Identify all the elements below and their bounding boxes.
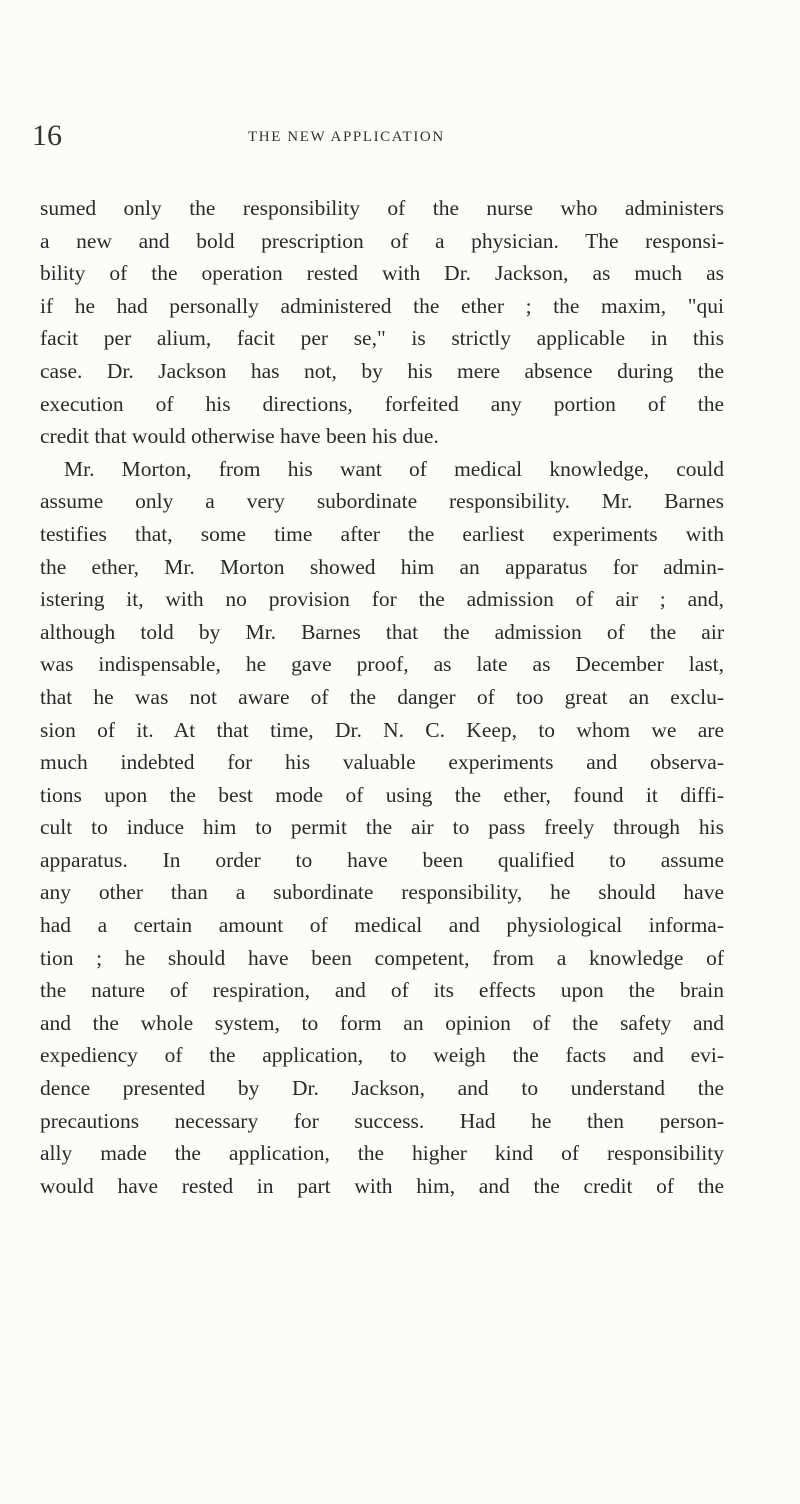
text-line: cult to induce him to permit the air to pass freely through his [40,815,724,840]
text-line: assume only a very subordinate responsibility. Mr. Barnes [40,489,724,514]
text-line: tions upon the best mode of using the ether, found it diffi- [40,782,724,807]
text-line: had a certain amount of medical and physiological informa- [40,913,724,938]
text-line: the ether, Mr. Morton showed him an apparatus for admin- [40,554,724,579]
text-line: would have rested in part with him, and the credit of the [40,1173,724,1198]
text-line: much indebted for his valuable experiments and observa- [40,750,724,775]
text-line: testifies that, some time after the earliest experiments with [40,521,724,546]
text-line: tion ; he should have been competent, from a knowledge of [40,945,724,970]
page-number: 16 [32,119,62,152]
text-line: although told by Mr. Barnes that the admission of the air [40,619,724,644]
text-line: ally made the application, the higher kind of responsibility [40,1141,724,1166]
text-line: precautions necessary for success. Had he then person- [40,1108,724,1133]
page-header [32,116,722,156]
text-line: facit per alium, facit per se," is strictly applicable in this [40,326,724,351]
text-line: if he had personally administered the ether ; the maxim, "qui [40,293,724,318]
running-head: THE NEW APPLICATION [248,129,445,145]
text-line: bility of the operation rested with Dr. Jackson, as much as [40,261,724,286]
text-line: Mr. Morton, from his want of medical knowledge, could [64,456,724,481]
text-line: any other than a subordinate responsibility, he should have [40,880,724,905]
body-text [40,192,724,1202]
text-line: a new and bold prescription of a physician. The responsi- [40,228,724,253]
text-line: credit that would otherwise have been his due. [40,424,439,449]
text-line: apparatus. In order to have been qualified to assume [40,847,724,872]
text-line: sumed only the responsibility of the nurse who administers [40,196,724,220]
text-line: the nature of respiration, and of its effects upon the brain [40,978,724,1003]
text-line: sion of it. At that time, Dr. N. C. Keep, to whom we are [40,717,724,742]
text-line: dence presented by Dr. Jackson, and to understand the [40,1076,724,1101]
text-line: that he was not aware of the danger of too great an exclu- [40,684,724,709]
text-line: case. Dr. Jackson has not, by his mere absence during the [40,358,724,383]
text-line: was indispensable, he gave proof, as late as December last, [40,652,724,677]
text-line: expediency of the application, to weigh the facts and evi- [40,1043,724,1068]
text-line: istering it, with no provision for the admission of air ; and, [40,587,724,612]
text-line: execution of his directions, forfeited any portion of the [40,391,724,416]
text-line: and the whole system, to form an opinion of the safety and [40,1010,724,1035]
